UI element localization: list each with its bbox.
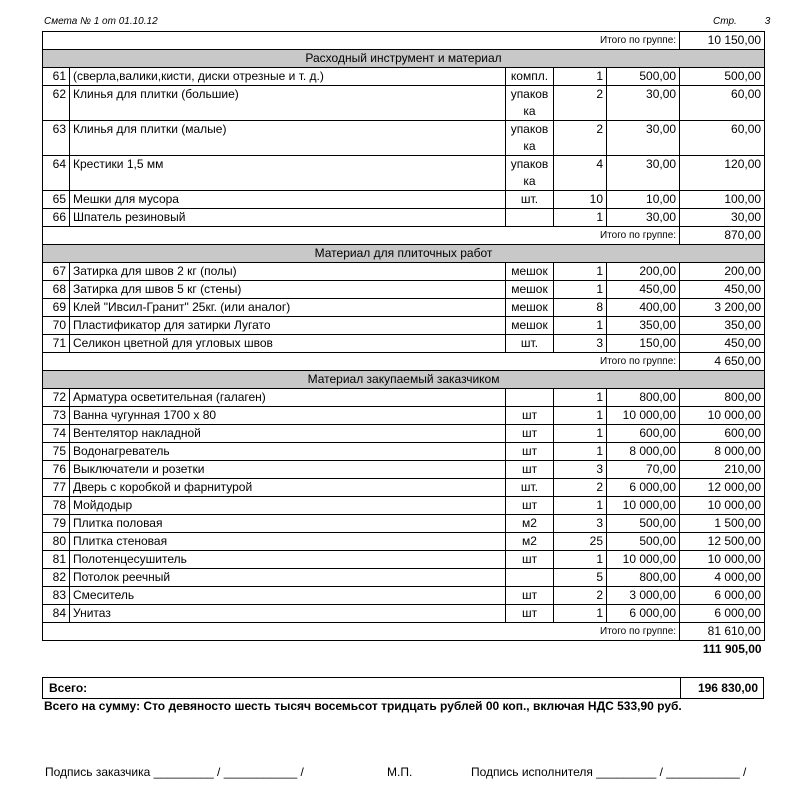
item-quantity: 1 bbox=[554, 209, 607, 227]
item-quantity: 5 bbox=[554, 569, 607, 587]
item-name: Мойдодыр bbox=[70, 497, 506, 515]
row-number: 77 bbox=[43, 479, 70, 497]
item-price: 800,00 bbox=[607, 569, 680, 587]
item-sum: 350,00 bbox=[680, 317, 765, 335]
item-unit: компл. bbox=[506, 68, 554, 86]
row-number: 64 bbox=[43, 156, 70, 191]
item-unit: шт. bbox=[506, 335, 554, 353]
item-unit: упаковка bbox=[506, 121, 554, 156]
contractor-signature: Подпись исполнителя _________ / ___________ / bbox=[471, 765, 747, 779]
row-number: 81 bbox=[43, 551, 70, 569]
item-unit: м2 bbox=[506, 515, 554, 533]
item-unit: шт bbox=[506, 407, 554, 425]
table-row bbox=[43, 515, 765, 533]
item-sum: 450,00 bbox=[680, 335, 765, 353]
table-row bbox=[43, 86, 765, 121]
item-unit: шт bbox=[506, 443, 554, 461]
item-price: 600,00 bbox=[607, 425, 680, 443]
item-sum: 600,00 bbox=[680, 425, 765, 443]
table-row bbox=[43, 389, 765, 407]
grand-total-box bbox=[42, 677, 764, 699]
table-row bbox=[43, 156, 765, 191]
item-quantity: 2 bbox=[554, 479, 607, 497]
section-header-row bbox=[43, 50, 765, 68]
item-name: (сверла,валики,кисти, диски отрезные и т. д.) bbox=[70, 68, 506, 86]
item-price: 6 000,00 bbox=[607, 605, 680, 623]
item-price: 500,00 bbox=[607, 515, 680, 533]
item-name: Мешки для мусора bbox=[70, 191, 506, 209]
item-unit: шт bbox=[506, 587, 554, 605]
row-number: 79 bbox=[43, 515, 70, 533]
sum-in-words: Всего на сумму: Сто девяносто шесть тысяч восемьсот тридцать рублей 00 коп., включая НДС 533,90 руб. bbox=[44, 699, 682, 713]
item-unit: шт bbox=[506, 425, 554, 443]
item-unit: шт. bbox=[506, 479, 554, 497]
item-name: Пластификатор для затирки Лугато bbox=[70, 317, 506, 335]
table-row bbox=[43, 407, 765, 425]
item-name: Затирка для швов 5 кг (стены) bbox=[70, 281, 506, 299]
item-name: Крестики 1,5 мм bbox=[70, 156, 506, 191]
item-sum: 200,00 bbox=[680, 263, 765, 281]
row-number: 74 bbox=[43, 425, 70, 443]
item-sum: 10 000,00 bbox=[680, 497, 765, 515]
item-quantity: 1 bbox=[554, 263, 607, 281]
row-number: 78 bbox=[43, 497, 70, 515]
subtotal-label: Итого по группе: bbox=[43, 353, 680, 371]
row-number: 69 bbox=[43, 299, 70, 317]
item-price: 200,00 bbox=[607, 263, 680, 281]
page-indicator bbox=[713, 16, 770, 27]
item-quantity: 1 bbox=[554, 425, 607, 443]
item-unit: мешок bbox=[506, 299, 554, 317]
item-sum: 30,00 bbox=[680, 209, 765, 227]
group-subtotal-row bbox=[43, 623, 765, 641]
item-unit: шт. bbox=[506, 191, 554, 209]
item-price: 30,00 bbox=[607, 121, 680, 156]
item-quantity: 1 bbox=[554, 389, 607, 407]
item-sum: 6 000,00 bbox=[680, 605, 765, 623]
item-sum: 12 000,00 bbox=[680, 479, 765, 497]
item-sum: 210,00 bbox=[680, 461, 765, 479]
table-row bbox=[43, 425, 765, 443]
item-quantity: 25 bbox=[554, 533, 607, 551]
item-sum: 60,00 bbox=[680, 121, 765, 156]
item-name: Водонагреватель bbox=[70, 443, 506, 461]
item-sum: 800,00 bbox=[680, 389, 765, 407]
table-row bbox=[43, 497, 765, 515]
row-number: 72 bbox=[43, 389, 70, 407]
item-price: 500,00 bbox=[607, 68, 680, 86]
row-number: 76 bbox=[43, 461, 70, 479]
row-number: 65 bbox=[43, 191, 70, 209]
item-unit bbox=[506, 569, 554, 587]
subtotal-label: Итого по группе: bbox=[43, 623, 680, 641]
item-quantity: 10 bbox=[554, 191, 607, 209]
table-row bbox=[43, 209, 765, 227]
item-name: Потолок реечный bbox=[70, 569, 506, 587]
page-number: 3 bbox=[764, 16, 771, 27]
table-row bbox=[43, 587, 765, 605]
subtotal-value: 81 610,00 bbox=[680, 623, 765, 641]
item-price: 500,00 bbox=[607, 533, 680, 551]
item-unit: шт bbox=[506, 605, 554, 623]
item-sum: 1 500,00 bbox=[680, 515, 765, 533]
group-subtotal-row bbox=[43, 353, 765, 371]
item-unit: мешок bbox=[506, 317, 554, 335]
row-number: 63 bbox=[43, 121, 70, 156]
item-name: Затирка для швов 2 кг (полы) bbox=[70, 263, 506, 281]
item-quantity: 3 bbox=[554, 335, 607, 353]
table-row bbox=[43, 121, 765, 156]
item-quantity: 1 bbox=[554, 497, 607, 515]
item-unit: шт bbox=[506, 551, 554, 569]
subtotal-value: 4 650,00 bbox=[680, 353, 765, 371]
table-row bbox=[43, 569, 765, 587]
sections-total-spacer bbox=[43, 641, 680, 659]
item-sum: 3 200,00 bbox=[680, 299, 765, 317]
table-row bbox=[43, 317, 765, 335]
subtotal-label: Итого по группе: bbox=[43, 227, 680, 245]
item-sum: 120,00 bbox=[680, 156, 765, 191]
table-row bbox=[43, 461, 765, 479]
item-price: 10,00 bbox=[607, 191, 680, 209]
section-header-row bbox=[43, 245, 765, 263]
item-unit: упаковка bbox=[506, 86, 554, 121]
table-row bbox=[43, 68, 765, 86]
sections-total-row bbox=[43, 641, 765, 659]
item-sum: 100,00 bbox=[680, 191, 765, 209]
item-unit: мешок bbox=[506, 281, 554, 299]
row-number: 82 bbox=[43, 569, 70, 587]
item-unit: мешок bbox=[506, 263, 554, 281]
item-name: Плитка половая bbox=[70, 515, 506, 533]
row-number: 75 bbox=[43, 443, 70, 461]
item-name: Клинья для плитки (малые) bbox=[70, 121, 506, 156]
estimate-table bbox=[42, 31, 765, 658]
item-price: 6 000,00 bbox=[607, 479, 680, 497]
item-sum: 60,00 bbox=[680, 86, 765, 121]
grand-total-value: 196 830,00 bbox=[680, 678, 763, 698]
table-row bbox=[43, 281, 765, 299]
item-sum: 500,00 bbox=[680, 68, 765, 86]
customer-signature: Подпись заказчика _________ / ___________ / bbox=[45, 765, 304, 779]
table-row bbox=[43, 551, 765, 569]
table-row bbox=[43, 299, 765, 317]
item-name: Селикон цветной для угловых швов bbox=[70, 335, 506, 353]
item-price: 400,00 bbox=[607, 299, 680, 317]
table-row bbox=[43, 533, 765, 551]
item-price: 10 000,00 bbox=[607, 551, 680, 569]
item-name: Арматура осветительная (галаген) bbox=[70, 389, 506, 407]
item-name: Плитка стеновая bbox=[70, 533, 506, 551]
section-title: Расходный инструмент и материал bbox=[43, 50, 765, 68]
table-row bbox=[43, 443, 765, 461]
document-title: Смета № 1 от 01.10.12 bbox=[44, 16, 158, 27]
row-number: 61 bbox=[43, 68, 70, 86]
item-price: 8 000,00 bbox=[607, 443, 680, 461]
item-quantity: 2 bbox=[554, 587, 607, 605]
page-label: Стр. bbox=[713, 16, 737, 27]
item-name: Унитаз bbox=[70, 605, 506, 623]
subtotal-label: Итого по группе: bbox=[43, 32, 680, 50]
item-price: 450,00 bbox=[607, 281, 680, 299]
subtotal-value: 10 150,00 bbox=[680, 32, 765, 50]
table-row bbox=[43, 263, 765, 281]
row-number: 62 bbox=[43, 86, 70, 121]
row-number: 67 bbox=[43, 263, 70, 281]
item-quantity: 3 bbox=[554, 515, 607, 533]
item-name: Ванна чугунная 1700 х 80 bbox=[70, 407, 506, 425]
item-quantity: 8 bbox=[554, 299, 607, 317]
stamp-label: М.П. bbox=[387, 765, 413, 779]
table-row bbox=[43, 335, 765, 353]
item-quantity: 1 bbox=[554, 281, 607, 299]
item-sum: 8 000,00 bbox=[680, 443, 765, 461]
item-quantity: 3 bbox=[554, 461, 607, 479]
item-name: Смеситель bbox=[70, 587, 506, 605]
item-price: 3 000,00 bbox=[607, 587, 680, 605]
item-price: 30,00 bbox=[607, 156, 680, 191]
item-quantity: 1 bbox=[554, 68, 607, 86]
item-unit: м2 bbox=[506, 533, 554, 551]
table-row bbox=[43, 605, 765, 623]
table-row bbox=[43, 479, 765, 497]
item-quantity: 1 bbox=[554, 551, 607, 569]
section-title: Материал закупаемый заказчиком bbox=[43, 371, 765, 389]
item-name: Клей "Ивсил-Гранит" 25кг. (или аналог) bbox=[70, 299, 506, 317]
item-quantity: 1 bbox=[554, 605, 607, 623]
table-row bbox=[43, 191, 765, 209]
row-number: 80 bbox=[43, 533, 70, 551]
item-quantity: 1 bbox=[554, 443, 607, 461]
item-sum: 450,00 bbox=[680, 281, 765, 299]
item-sum: 4 000,00 bbox=[680, 569, 765, 587]
row-number: 70 bbox=[43, 317, 70, 335]
row-number: 66 bbox=[43, 209, 70, 227]
item-name: Полотенцесушитель bbox=[70, 551, 506, 569]
row-number: 83 bbox=[43, 587, 70, 605]
item-quantity: 1 bbox=[554, 317, 607, 335]
row-number: 84 bbox=[43, 605, 70, 623]
group-subtotal-row bbox=[43, 32, 765, 50]
item-price: 10 000,00 bbox=[607, 497, 680, 515]
item-name: Выключатели и розетки bbox=[70, 461, 506, 479]
item-name: Клинья для плитки (большие) bbox=[70, 86, 506, 121]
item-name: Дверь с коробкой и фарнитурой bbox=[70, 479, 506, 497]
item-price: 10 000,00 bbox=[607, 407, 680, 425]
item-quantity: 2 bbox=[554, 86, 607, 121]
item-name: Шпатель резиновый bbox=[70, 209, 506, 227]
item-sum: 10 000,00 bbox=[680, 551, 765, 569]
subtotal-value: 870,00 bbox=[680, 227, 765, 245]
item-sum: 10 000,00 bbox=[680, 407, 765, 425]
item-quantity: 4 bbox=[554, 156, 607, 191]
item-unit: шт bbox=[506, 497, 554, 515]
item-price: 800,00 bbox=[607, 389, 680, 407]
item-quantity: 1 bbox=[554, 407, 607, 425]
item-unit bbox=[506, 209, 554, 227]
section-header-row bbox=[43, 371, 765, 389]
item-sum: 12 500,00 bbox=[680, 533, 765, 551]
row-number: 73 bbox=[43, 407, 70, 425]
row-number: 71 bbox=[43, 335, 70, 353]
item-quantity: 2 bbox=[554, 121, 607, 156]
item-unit: упаковка bbox=[506, 156, 554, 191]
item-price: 150,00 bbox=[607, 335, 680, 353]
item-name: Вентелятор накладной bbox=[70, 425, 506, 443]
section-title: Материал для плиточных работ bbox=[43, 245, 765, 263]
item-price: 30,00 bbox=[607, 209, 680, 227]
item-unit bbox=[506, 389, 554, 407]
item-unit: шт bbox=[506, 461, 554, 479]
item-price: 70,00 bbox=[607, 461, 680, 479]
item-sum: 6 000,00 bbox=[680, 587, 765, 605]
grand-total-label: Всего: bbox=[49, 681, 88, 695]
sections-total-value: 111 905,00 bbox=[702, 642, 762, 656]
item-price: 30,00 bbox=[607, 86, 680, 121]
item-price: 350,00 bbox=[607, 317, 680, 335]
row-number: 68 bbox=[43, 281, 70, 299]
group-subtotal-row bbox=[43, 227, 765, 245]
